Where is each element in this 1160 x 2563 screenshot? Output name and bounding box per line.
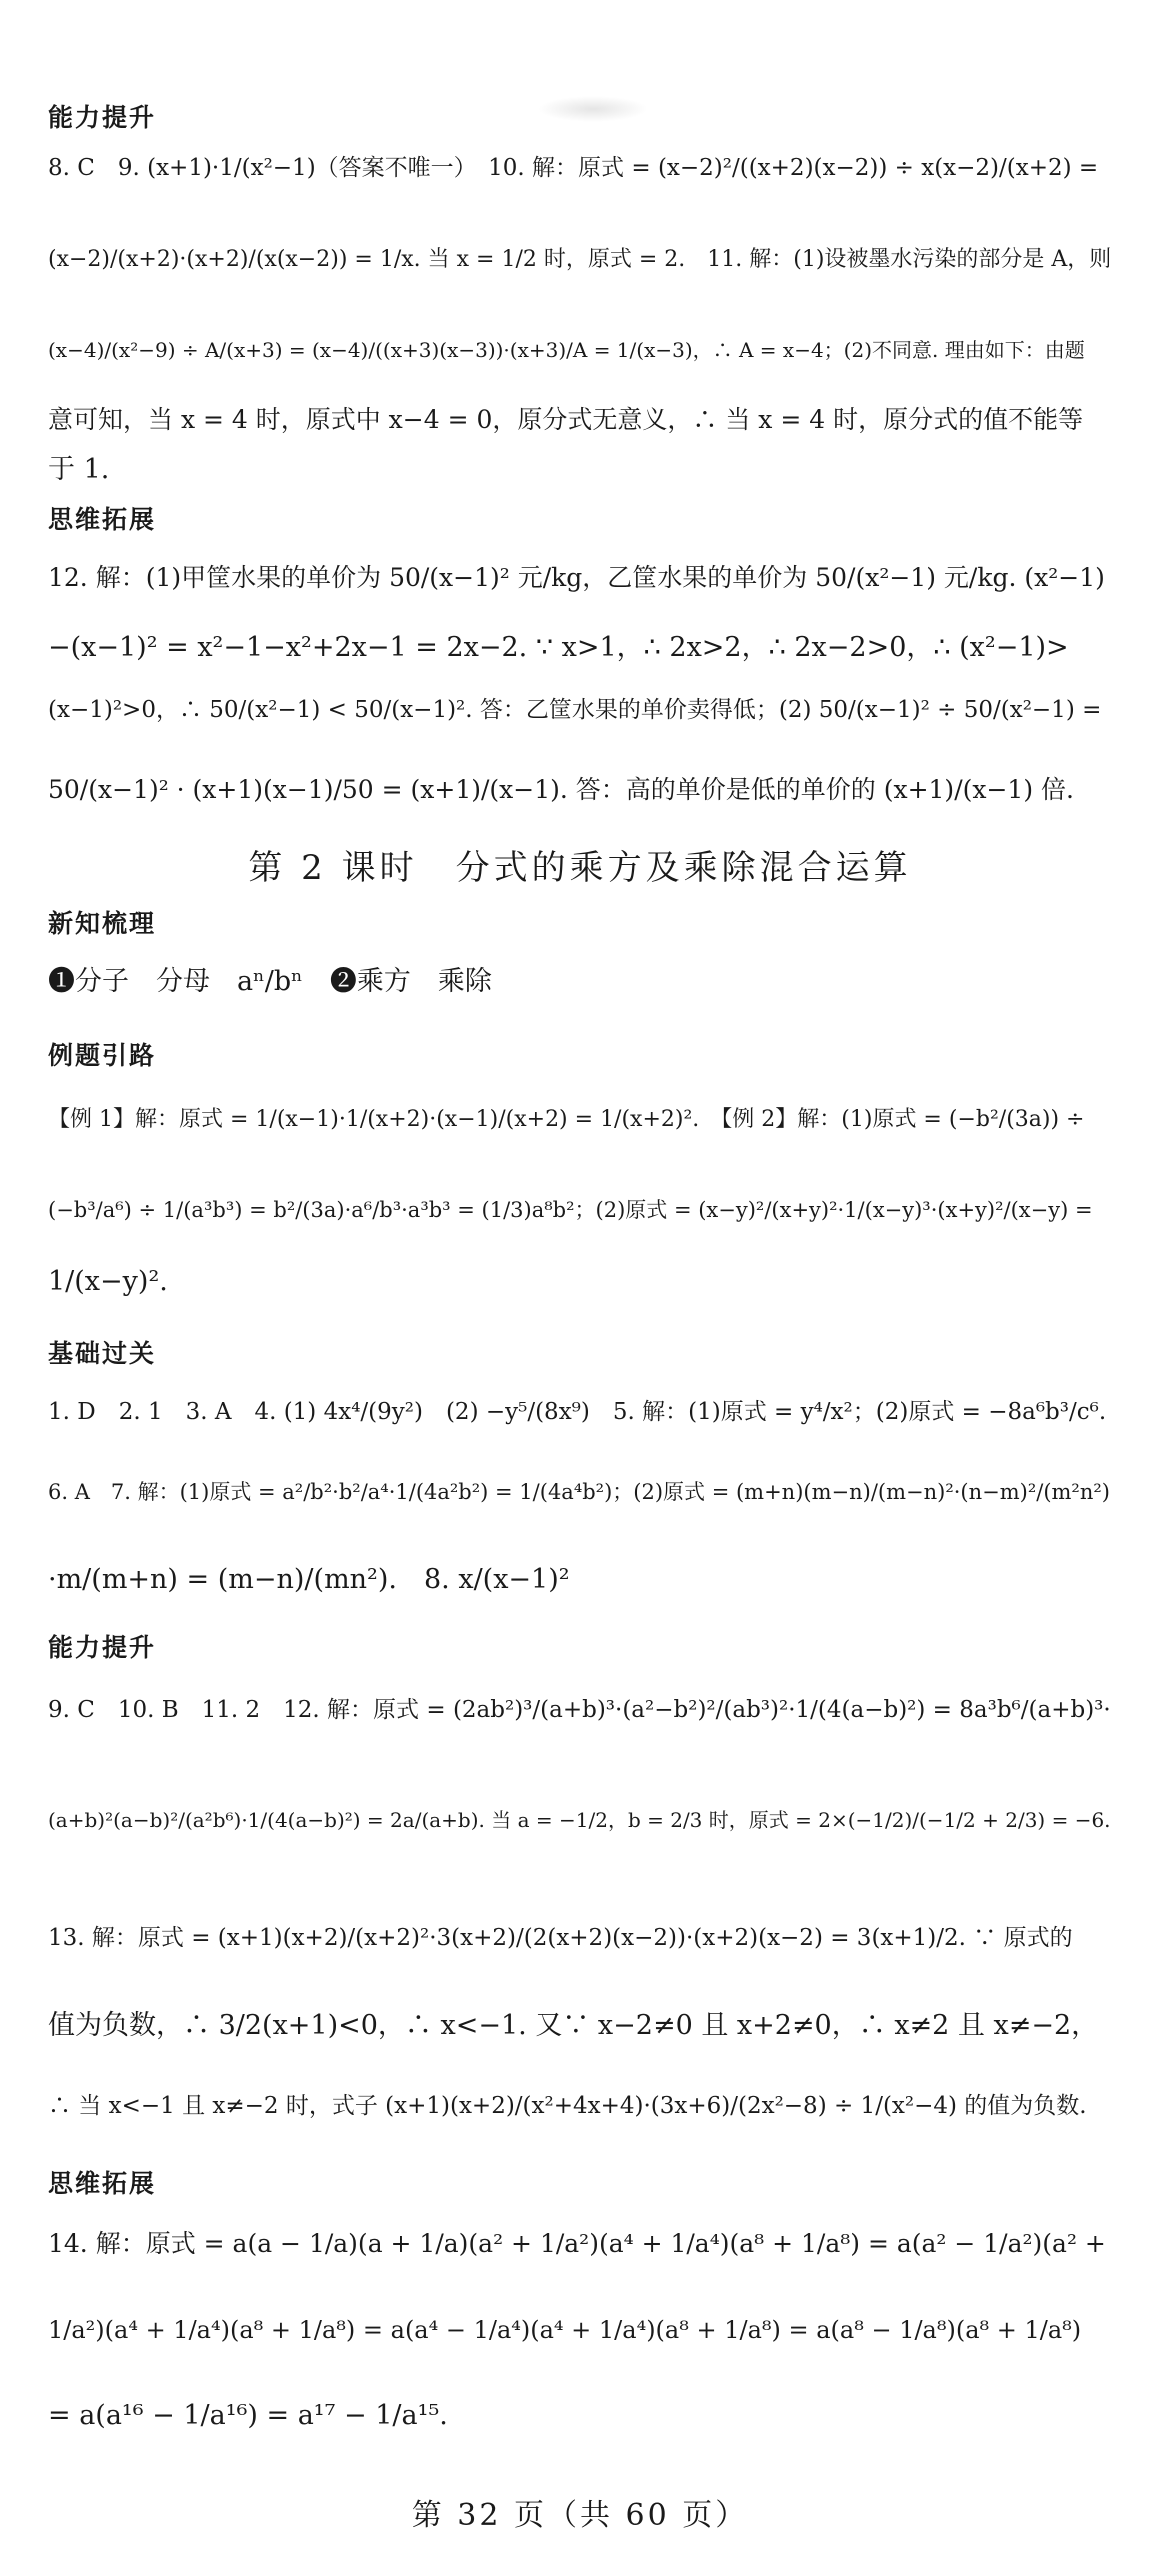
answer-line-21: ∴ 当 x<−1 且 x≠−2 时，式子 (x+1)(x+2)/(x²+4x+4)·(3x+6)/(2x²−8) ÷ 1/(x²−4) 的值为负数. [48, 2093, 1087, 2119]
page-footer: 第 32 页（共 60 页） [411, 2498, 749, 2533]
answer-line-9: 50/(x−1)² · (x+1)(x−1)/50 = (x+1)/(x−1). 答：高的单价是低的单价的 (x+1)/(x−1) 倍. [48, 775, 1074, 804]
section-heading-nengli-1: 能力提升 [48, 103, 157, 132]
answer-line-18: (a+b)²(a−b)²/(a²b⁶)·1/(4(a−b)²) = 2a/(a+b). 当 a = −1/2，b = 2/3 时，原式 = 2×(−1/2)/(−1/2 + 2/3) = −6. [48, 1808, 1111, 1832]
answer-line-5: 于 1. [48, 454, 110, 485]
answer-line-17: 9. C 10. B 11. 2 12. 解：原式 = (2ab²)³/(a+b)³·(a²−b²)²/(ab³)²·1/(4(a−b)²) = 8a³b⁶/(a+b)³· [48, 1697, 1111, 1723]
answer-line-15: 6. A 7. 解：(1)原式 = a²/b²·b²/a⁴·1/(4a²b²) = 1/(4a⁴b²)；(2)原式 = (m+n)(m−n)/(m−n)²·(n−m)²/(m²n²) [48, 1480, 1110, 1504]
section-heading-xinzhi: 新知梳理 [48, 909, 157, 938]
answer-line-16: ·m/(m+n) = (m−n)/(mn²). 8. x/(x−1)² [48, 1564, 570, 1595]
answer-line-6: 12. 解：(1)甲筐水果的单价为 50/(x−1)² 元/kg，乙筐水果的单价为 50/(x²−1) 元/kg. (x²−1) [48, 563, 1105, 592]
answer-line-24: = a(a¹⁶ − 1/a¹⁶) = a¹⁷ − 1/a¹⁵. [48, 2400, 448, 2431]
answer-line-23: 1/a²)(a⁴ + 1/a⁴)(a⁸ + 1/a⁸) = a(a⁴ − 1/a⁴)(a⁴ + 1/a⁴)(a⁸ + 1/a⁸) = a(a⁸ − 1/a⁸)(a⁸ + 1/a⁸) [48, 2316, 1082, 2344]
answer-line-19: 13. 解：原式 = (x+1)(x+2)/(x+2)²·3(x+2)/(2(x+2)(x−2))·(x+2)(x−2) = 3(x+1)/2. ∵ 原式的 [48, 1925, 1073, 1951]
section-heading-siwei-1: 思维拓展 [48, 505, 157, 534]
answer-line-20: 值为负数，∴ 3/2(x+1)<0，∴ x<−1. 又∵ x−2≠0 且 x+2≠0，∴ x≠2 且 x≠−2， [48, 2010, 1099, 2041]
lesson-title: 第 2 课时 分式的乘方及乘除混合运算 [248, 848, 912, 888]
section-heading-liti: 例题引路 [48, 1041, 157, 1070]
answer-line-22: 14. 解：原式 = a(a − 1/a)(a + 1/a)(a² + 1/a²)(a⁴ + 1/a⁴)(a⁸ + 1/a⁸) = a(a² − 1/a²)(a² + [48, 2229, 1106, 2258]
ink-smudge [538, 96, 648, 122]
answer-line-7: −(x−1)² = x²−1−x²+2x−1 = 2x−2. ∵ x>1，∴ 2x>2，∴ 2x−2>0，∴ (x²−1)> [48, 632, 1069, 663]
answer-line-3: (x−4)/(x²−9) ÷ A/(x+3) = (x−4)/((x+3)(x−3))·(x+3)/A = 1/(x−3)，∴ A = x−4；(2)不同意. 理由如下：由题 [48, 338, 1085, 362]
answer-line-13: 1/(x−y)². [48, 1266, 168, 1297]
section-heading-jichu: 基础过关 [48, 1339, 157, 1368]
answer-line-10: ❶分子 分母 aⁿ/bⁿ ❷乘方 乘除 [48, 966, 492, 997]
answer-line-4: 意可知，当 x = 4 时，原式中 x−4 = 0，原分式无意义，∴ 当 x = 4 时，原分式的值不能等 [48, 405, 1084, 434]
section-heading-siwei-2: 思维拓展 [48, 2169, 157, 2198]
answer-line-8: (x−1)²>0，∴ 50/(x²−1) < 50/(x−1)². 答：乙筐水果的单价卖得低；(2) 50/(x−1)² ÷ 50/(x²−1) = [48, 697, 1102, 723]
section-heading-nengli-2: 能力提升 [48, 1633, 157, 1662]
answer-line-1: 8. C 9. (x+1)·1/(x²−1)（答案不唯一） 10. 解：原式 = (x−2)²/((x+2)(x−2)) ÷ x(x−2)/(x+2) = [48, 155, 1099, 181]
answer-line-2: (x−2)/(x+2)·(x+2)/(x(x−2)) = 1/x. 当 x = 1/2 时，原式 = 2. 11. 解：(1)设被墨水污染的部分是 A，则 [48, 247, 1112, 272]
answer-line-14: 1. D 2. 1 3. A 4. (1) 4x⁴/(9y²) (2) −y⁵/(8x⁹) 5. 解：(1)原式 = y⁴/x²；(2)原式 = −8a⁶b³/c⁶. [48, 1399, 1107, 1425]
answer-line-11: 【例 1】解：原式 = 1/(x−1)·1/(x+2)·(x−1)/(x+2) = 1/(x+2)². 【例 2】解：(1)原式 = (−b²/(3a)) ÷ [48, 1107, 1085, 1132]
answer-line-12: (−b³/a⁶) ÷ 1/(a³b³) = b²/(3a)·a⁶/b³·a³b³ = (1/3)a⁸b²；(2)原式 = (x−y)²/(x+y)²·1/(x−y)³·(x+y)²/(x−y) = [48, 1198, 1093, 1222]
